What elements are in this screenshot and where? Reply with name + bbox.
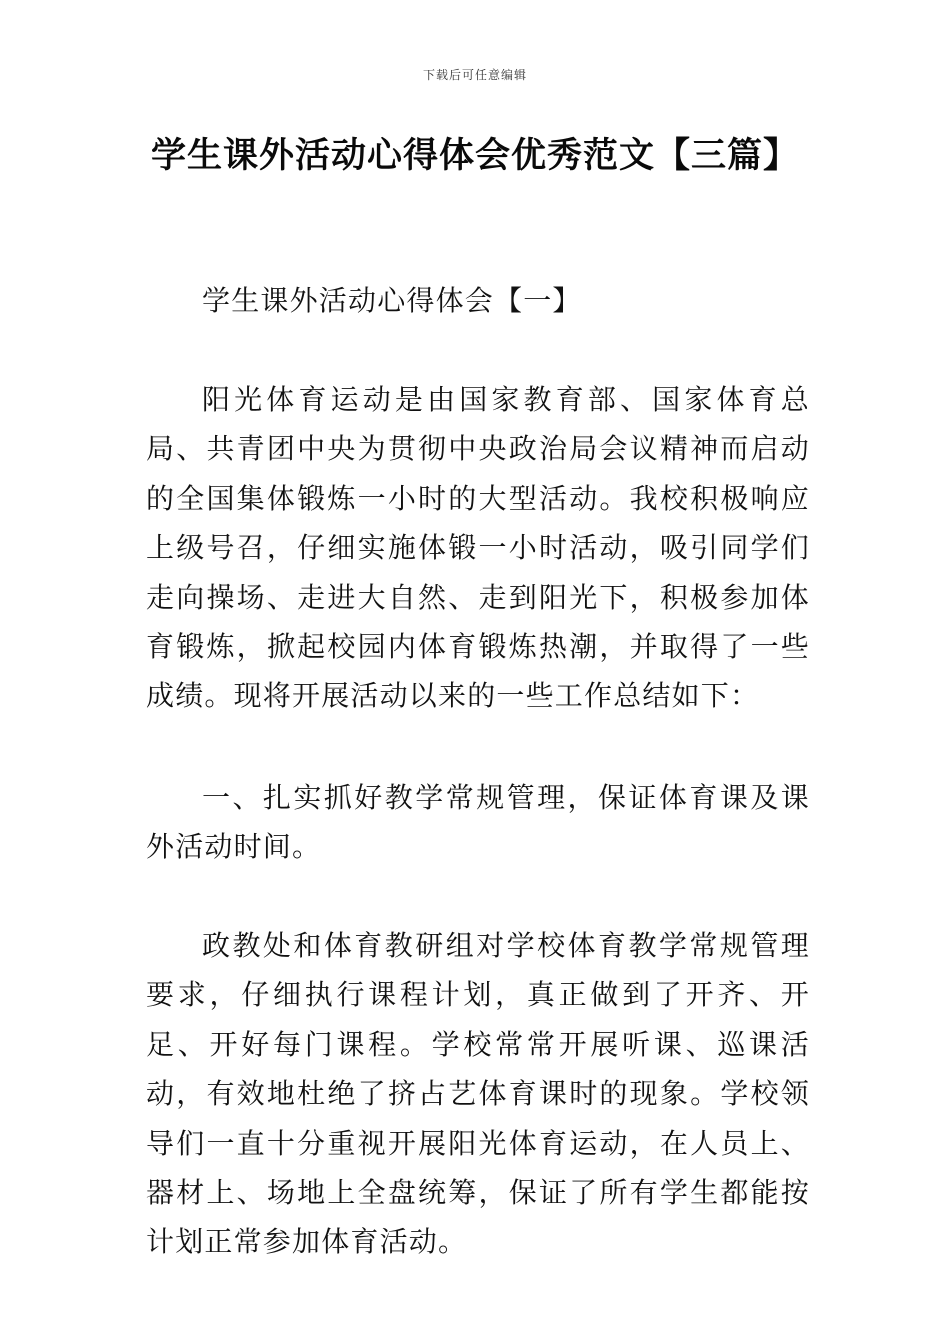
paragraph-2: 一、扎实抓好教学常规管理，保证体育课及课外活动时间。: [146, 781, 810, 864]
header-note: 下载后可任意编辑: [422, 68, 527, 82]
paragraph-1: 阳光体育运动是由国家教育部、国家体育总局、共青团中央为贯彻中央政治局会议精神而启动的全国集体锻炼一小时的大型活动。我校积极响应上级号召，仔细实施体锻一小时活动，吸引同学们走向操场、走进大自然、走到阳光下，积极参加体育锻炼，掀起校园内体育锻炼热潮，并取得了一些成绩。现将开展活动以来的一些工作总结如下：: [146, 383, 810, 713]
paragraph-3: 政教处和体育教研组对学校体育教学常规管理要求，仔细执行课程计划，真正做到了开齐、开足、开好每门课程。学校常常开展听课、巡课活动，有效地杜绝了挤占艺体育课时的现象。学校领导们一直十分重视开展阳光体育运动，在人员上、器材上、场地上全盘统筹，保证了所有学生都能按计划正常参加体育活动。: [146, 929, 810, 1259]
section-heading: 学生课外活动心得体会【一】: [202, 284, 582, 317]
document-title: 学生课外活动心得体会优秀范文【三篇】: [150, 135, 799, 176]
